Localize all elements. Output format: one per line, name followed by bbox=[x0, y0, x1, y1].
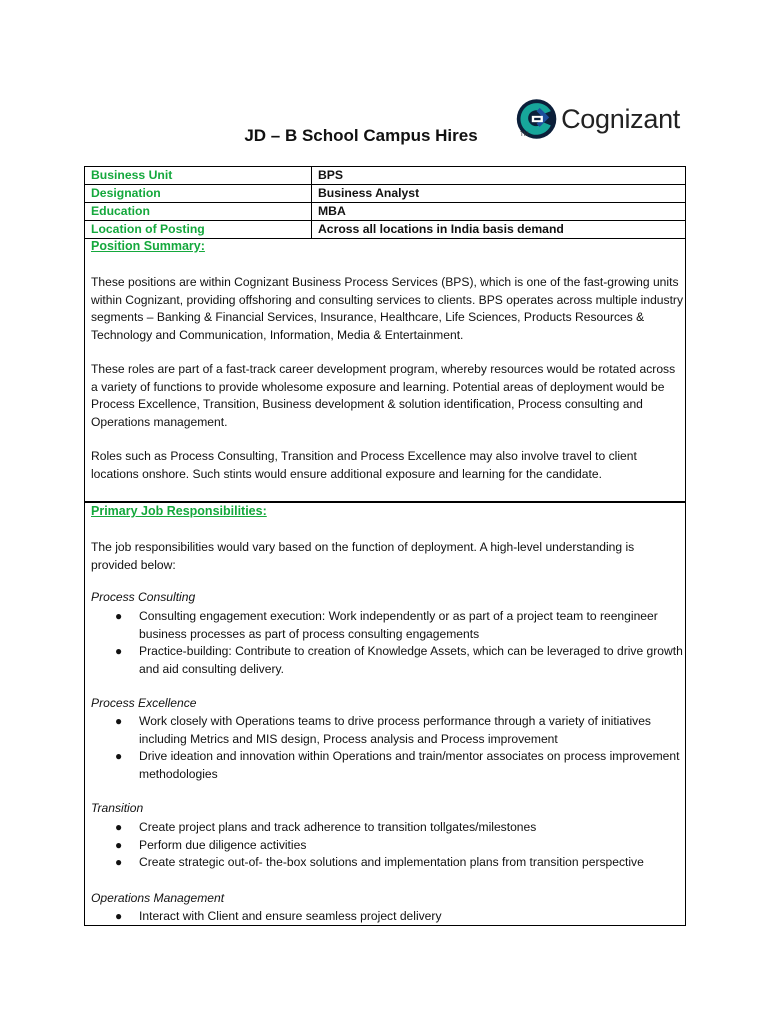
list-item bbox=[91, 819, 683, 837]
position-summary-heading: Position Summary: bbox=[91, 239, 205, 253]
bullet-icon: ● bbox=[115, 749, 123, 763]
bullet-icon: ● bbox=[115, 909, 123, 923]
bullet-icon: ● bbox=[115, 820, 123, 834]
list-item bbox=[91, 643, 683, 678]
bullet-icon: ● bbox=[115, 855, 123, 869]
info-value: Across all locations in India basis demand bbox=[312, 221, 686, 239]
list-item bbox=[91, 908, 683, 926]
responsibilities-section bbox=[84, 502, 686, 926]
info-label: Location of Posting bbox=[85, 221, 312, 239]
process-excellence-list bbox=[91, 713, 683, 783]
list-item-text: Interact with Client and ensure seamless project delivery bbox=[139, 909, 442, 923]
summary-paragraph-3: Roles such as Process Consulting, Transition and Process Excellence may also involve travel to client locations onshore. Such stints would ensure additional exposure and learning for the candidate. bbox=[91, 449, 637, 481]
position-summary-section bbox=[84, 238, 686, 502]
list-item bbox=[91, 837, 683, 855]
responsibilities-intro: The job responsibilities would vary based on the function of deployment. A high-level understanding is provided below: bbox=[91, 540, 635, 572]
table-row bbox=[85, 221, 686, 239]
list-item-text: Drive ideation and innovation within Operations and train/mentor associates on process improvement methodologies bbox=[139, 749, 680, 781]
responsibilities-heading: Primary Job Responsibilities: bbox=[91, 504, 267, 518]
table-row bbox=[85, 203, 686, 221]
info-label: Education bbox=[85, 203, 312, 221]
table-row bbox=[85, 167, 686, 185]
summary-paragraph-1: These positions are within Cognizant Business Process Services (BPS), which is one of the fast-growing units within Cognizant, providing offshoring and consulting services to clients. BPS operates across multiple industry segments – Banking & Financial Services, Insurance, Healthcare, Life Sciences, Products Resources & Technology and Communication, Information, Media & Entertainment. bbox=[91, 275, 684, 342]
logo-wordmark: Cognizant bbox=[561, 103, 680, 134]
process-consulting-list bbox=[91, 608, 683, 678]
info-value: BPS bbox=[312, 167, 686, 185]
operations-management-list bbox=[91, 908, 683, 926]
summary-paragraph-2: These roles are part of a fast-track career development program, whereby resources would be rotated across a variety of functions to provide wholesome exposure and learning. Potential areas of deployment would be Process Excellence, Transition, Business development & solution identification, Process consulting and Operations management. bbox=[91, 362, 676, 429]
list-item-text: Perform due diligence activities bbox=[139, 837, 307, 852]
logo-trademark: TM bbox=[520, 132, 529, 138]
bullet-icon: ● bbox=[115, 714, 123, 728]
info-value: MBA bbox=[312, 203, 686, 221]
bullet-icon: ● bbox=[115, 837, 123, 852]
bullet-icon: ● bbox=[115, 609, 123, 623]
info-label: Designation bbox=[85, 185, 312, 203]
subsection-title: Transition bbox=[91, 801, 144, 815]
list-item-text: Create strategic out-of- the-box solutions and implementation plans from transition perspective bbox=[139, 855, 644, 869]
list-item-text: Create project plans and track adherence to transition tollgates/milestones bbox=[139, 820, 537, 834]
transition-list bbox=[91, 819, 683, 872]
list-item-text: Practice-building: Contribute to creation of Knowledge Assets, which can be leveraged to drive growth and aid consulting delivery. bbox=[139, 644, 683, 676]
job-info-table bbox=[84, 166, 686, 239]
list-item bbox=[91, 854, 683, 872]
subsection-title: Operations Management bbox=[91, 891, 225, 905]
list-item bbox=[91, 713, 683, 748]
page-title: JD – B School Campus Hires bbox=[244, 126, 478, 145]
info-label: Business Unit bbox=[85, 167, 312, 185]
list-item-text: Work closely with Operations teams to drive process performance through a variety of initiatives including Metrics and MIS design, Process analysis and Process improvement bbox=[139, 714, 651, 746]
subsection-title: Process Consulting bbox=[91, 590, 196, 604]
list-item bbox=[91, 748, 683, 783]
list-item bbox=[91, 608, 683, 643]
bullet-icon: ● bbox=[115, 644, 123, 658]
table-row bbox=[85, 185, 686, 203]
list-item-text: Consulting engagement execution: Work independently or as part of a project team to reengineer business processes as part of process consulting engagements bbox=[139, 609, 658, 641]
subsection-title: Process Excellence bbox=[91, 696, 197, 710]
info-value: Business Analyst bbox=[312, 185, 686, 203]
